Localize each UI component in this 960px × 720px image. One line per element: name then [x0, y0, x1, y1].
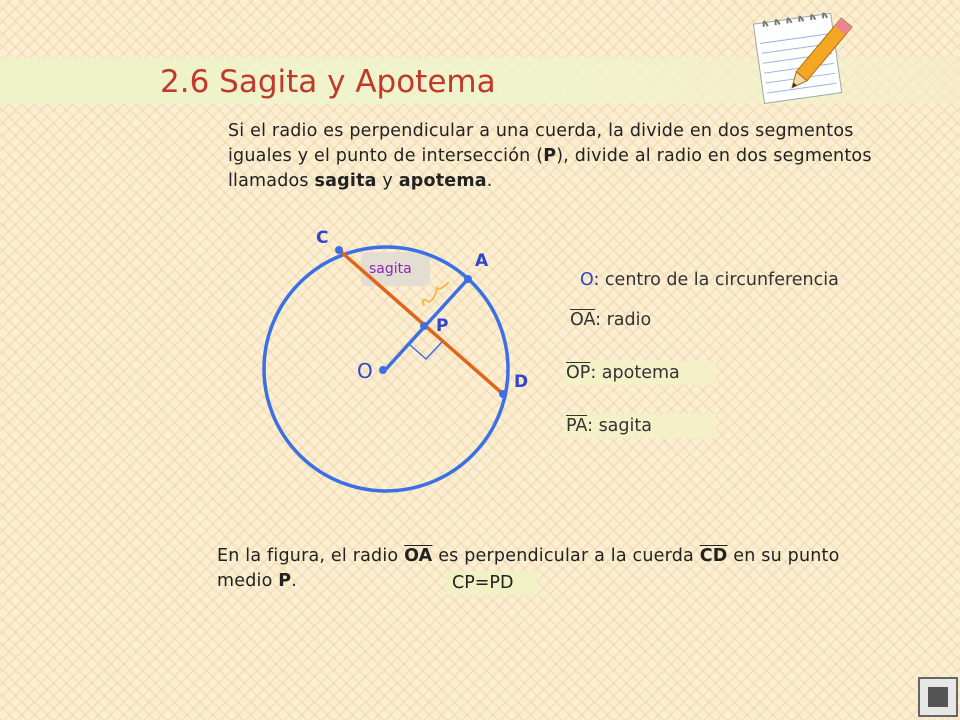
bottom-text-1: En la figura, el radio	[217, 546, 405, 566]
legend-sagita	[563, 414, 716, 438]
label-d: D	[514, 372, 529, 392]
legend-center	[580, 270, 839, 290]
bottom-text-3: en su punto medio	[217, 546, 840, 591]
intro-text-y: y	[376, 171, 399, 191]
page-title: 2.6 Sagita y Apotema	[160, 64, 496, 100]
point-d	[499, 390, 507, 398]
bottom-paragraph	[217, 544, 877, 594]
bottom-text-2: es perpendicular a la cuerda	[432, 546, 700, 566]
square-nav-icon	[928, 687, 948, 707]
intro-text-1: Si el radio es perpendicular a una cuerda, la divide en dos segmentos iguales y el punto de intersección (	[228, 121, 854, 166]
label-p: P	[436, 316, 449, 336]
legend-pa-symbol: $\overline{PA}$	[566, 416, 588, 436]
point-a	[464, 275, 472, 283]
intro-point-p: P	[543, 146, 557, 166]
point-o	[379, 366, 387, 374]
sagita-tag-label: sagita	[369, 261, 412, 277]
point-c	[335, 246, 343, 254]
legend-apotema	[563, 361, 716, 385]
intro-text-end: .	[486, 171, 493, 191]
legend-radius	[570, 310, 651, 330]
legend-op-symbol: $\overline{OP}$	[566, 363, 591, 383]
right-angle-marker	[409, 342, 442, 359]
bottom-cd: $\overline{CD}$	[699, 546, 728, 566]
equality-box: CP=PD	[446, 571, 538, 595]
legend-oa-symbol: $\overline{OA}$	[570, 310, 596, 330]
intro-term-apotema: apotema	[398, 171, 487, 191]
legend-o-symbol: O	[580, 270, 594, 290]
label-a: A	[475, 251, 489, 271]
intro-term-sagita: sagita	[314, 171, 377, 191]
bottom-oa: $\overline{OA}$	[404, 546, 433, 566]
nav-button[interactable]	[918, 677, 958, 717]
bottom-end: .	[291, 571, 298, 591]
legend-pa-text: : sagita	[587, 416, 652, 436]
legend-op-text: : apotema	[590, 363, 680, 383]
label-o: O	[357, 359, 373, 383]
legend-o-text: : centro de la circunferencia	[593, 270, 839, 290]
legend-oa-text: : radio	[595, 310, 652, 330]
intro-text-2: ), divide al radio en dos segmentos llamados	[228, 146, 872, 191]
label-c: C	[316, 228, 329, 248]
bottom-p: P	[278, 571, 292, 591]
point-p	[420, 322, 428, 330]
